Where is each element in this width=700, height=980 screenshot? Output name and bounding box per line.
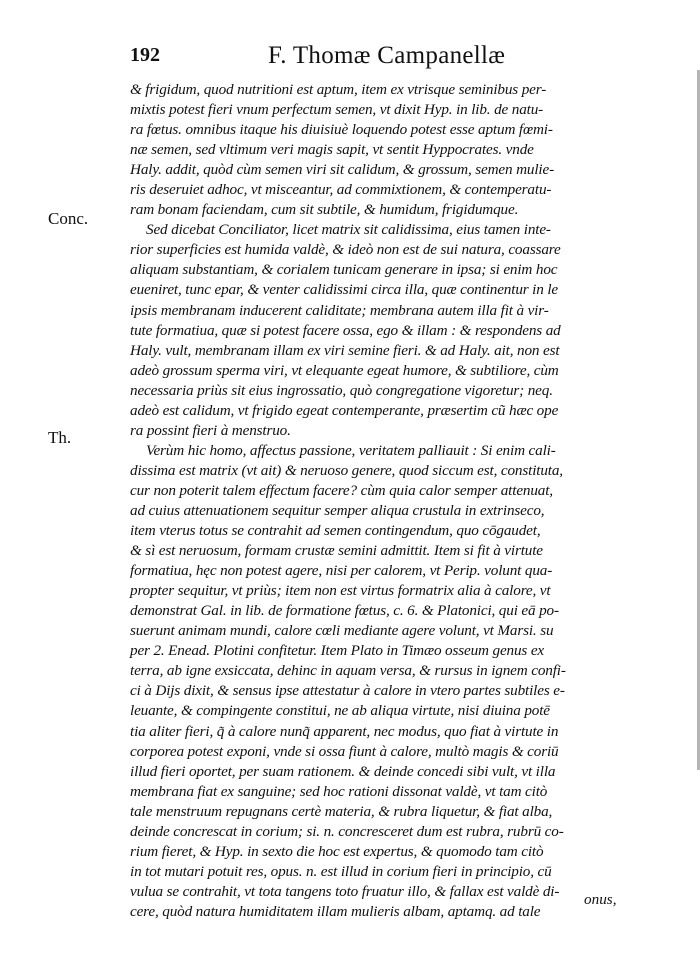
running-title: F. Thomæ Campanellæ	[268, 42, 506, 69]
text-line: per 2. Enead. Plotini confitetur. Item Plato in Timæo osseum genus ex	[130, 642, 545, 660]
text-line: necessaria priùs sit eius ingrossatio, quò congregatione vigoretur; neq.	[130, 381, 553, 399]
text-line: Verùm hic homo, affectus passione, veritatem palliauit : Si enim cali-	[146, 441, 556, 459]
text-line: cere, quòd natura humiditatem illam mulieris albam, aptamq. ad tale	[130, 902, 541, 920]
text-line: tute formatiua, quæ si potest facere ossa, ego & illam : & respondens ad	[130, 321, 561, 339]
page-header	[130, 44, 550, 84]
text-line: adeò grossum sperma viri, vt elequante egeat humore, & subtiliore, cùm	[130, 361, 559, 379]
text-line: ram bonam faciendam, cum sit subtile, & humidum, frigidumque.	[130, 201, 519, 219]
text-line: ad cuius attenuationem sequitur semper aliqua crustula in extrinseco,	[130, 501, 545, 519]
text-line: ci à Dijs dixit, & sensus ipse attestatur à calore in vtero partes subtiles e-	[130, 682, 565, 700]
text-line: item vterus totus se contrahit ad semen contingendum, quo cōgaudet,	[130, 522, 541, 540]
text-line: deinde concrescat in corium; si. n. concresceret dum est rubra, rubrū co-	[130, 822, 564, 840]
text-line: adeò est calidum, vt frigido egeat contemperante, præsertim cũ hæc ope	[130, 401, 559, 419]
text-line: tia aliter fieri, q̃ à calore nunq̃ apparent, nec modus, quo fiat à virtute in	[130, 722, 559, 740]
catchword: onus,	[584, 891, 617, 908]
text-line: propter sequitur, vt priùs; item non est virtus formatrix alia à calore, vt	[130, 582, 551, 600]
text-line: & frigidum, quod nutritioni est aptum, item ex vtrisque seminibus per-	[130, 81, 547, 98]
text-line: dissima est matrix (vt ait) & neruoso genere, quod siccum est, constituta,	[130, 461, 563, 479]
text-line: illud fieri oportet, per suam rationem. & deinde concedi sibi vult, vt illa	[130, 762, 556, 780]
text-line: Haly. vult, membranam illam ex viri semine fieri. & ad Haly. ait, non est	[130, 341, 560, 359]
text-line: mixtis potest fieri vnum perfectum semen, vt dixit Hyp. in lib. de natu-	[130, 101, 544, 119]
text-line: cur non poterit talem effectum facere? cùm quia calor semper attenuat,	[130, 481, 553, 499]
text-line: Haly. addit, quòd cùm semen viri sit calidum, & grossum, semen mulie-	[130, 161, 554, 179]
text-line: formatiua, hęc non potest agere, nisi per calorem, vt Perip. volunt qua-	[130, 562, 553, 580]
margin-note-conc: Conc.	[48, 209, 89, 228]
text-line: ipsis membranam inducerent caliditate; membrana autem illa fit à vir-	[130, 301, 549, 319]
text-line: tale menstruum repugnans certè materia, & rubra liquetur, & fiat alba,	[130, 802, 553, 820]
text-line: & sì est neruosum, formam crustæ semini admittit. Item si fit à virtute	[130, 542, 543, 560]
text-line: suerunt animam mundi, calore cœli mediante agere volunt, vt Marsi. su	[130, 622, 554, 640]
text-line: rior superficies est humida valdè, & ideò non est de sui natura, coassare	[130, 241, 561, 259]
text-line: vulua se contrahit, vt tota tangens toto fruatur illo, & fallax est valdè di-	[130, 882, 560, 900]
text-line: eueniret, tunc epar, & venter calidissimi circa illa, quæ continentur in le	[130, 281, 558, 299]
text-line: ris deseruiet adhoc, vt misceantur, ad commixtionem, & contemperatu-	[130, 181, 552, 199]
page-number: 192	[130, 44, 160, 66]
text-line: ra possint fieri à menstruo.	[130, 421, 291, 439]
text-line: membrana fiat ex sanguine; sed hoc rationi dissonat valdè, vt tam citò	[130, 782, 548, 800]
text-line: rium fieret, & Hyp. in sexto die hoc est expertus, & quomodo tam citò	[130, 842, 544, 860]
text-line: corporea potest exponi, vnde si ossa fiunt à calore, multò magis & coriū	[130, 742, 559, 760]
text-line: næ semen, sed vltimum veri magis sapit, vt sentit Hyppocrates. vnde	[130, 141, 534, 159]
body-text	[130, 80, 645, 922]
text-line: Sed dicebat Conciliator, licet matrix sit calidissima, eius tamen inte-	[146, 221, 551, 239]
text-line: ra fœtus. omnibus itaque his diuisiuè loquendo potest esse aptum fœmi-	[130, 121, 553, 139]
text-line: leuante, & compingente constitui, ne ab aliqua virtute, nisi diuina potē	[130, 702, 550, 720]
margin-note-th: Th.	[48, 428, 72, 447]
text-line: terra, ab igne exsiccata, dehinc in aquam versa, & rursus in ignem confi-	[130, 662, 566, 680]
text-line: aliquam substantiam, & corialem tunicam generare in ipsa; si enim hoc	[130, 261, 558, 279]
text-line: demonstrat Gal. in lib. de formatione fœtus, c. 6. & Platonici, qui eā po-	[130, 602, 559, 620]
text-line: in tot mutari potuit res, opus. n. est illud in corium fieri in principio, cū	[130, 862, 552, 880]
